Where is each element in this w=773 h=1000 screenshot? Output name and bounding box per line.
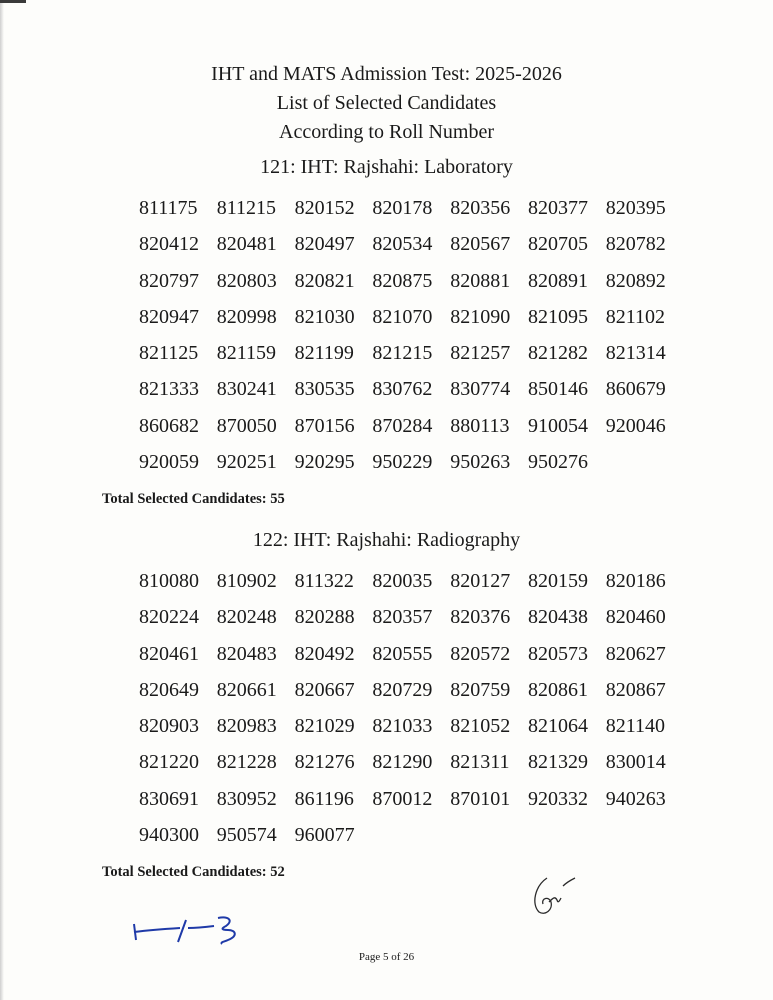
roll-number: 920295 xyxy=(294,451,355,474)
roll-number: 821215 xyxy=(372,342,433,365)
roll-number: 820782 xyxy=(605,233,666,256)
roll-number: 820035 xyxy=(372,570,433,592)
roll-number: 820667 xyxy=(294,678,355,701)
scan-edge-shadow xyxy=(0,0,4,1000)
roll-number: 820460 xyxy=(605,606,666,629)
roll-number: 821033 xyxy=(372,715,433,738)
roll-number: 821276 xyxy=(294,751,355,774)
roll-number: 920332 xyxy=(527,787,588,810)
header-sort-note: According to Roll Number xyxy=(279,121,494,143)
roll-number: 820729 xyxy=(372,678,433,701)
roll-number: 820481 xyxy=(216,233,277,256)
roll-number: 820759 xyxy=(450,678,511,701)
total-selected-radiography: Total Selected Candidates: 52 xyxy=(102,864,285,880)
roll-number: 821311 xyxy=(450,751,510,774)
roll-number: 920251 xyxy=(216,451,277,474)
roll-number: 821090 xyxy=(450,305,511,328)
roll-number: 821199 xyxy=(294,342,354,365)
roll-number: 820127 xyxy=(450,570,511,592)
header-subtitle: List of Selected Candidates xyxy=(276,92,497,114)
roll-number: 821102 xyxy=(605,305,666,328)
handwritten-signature xyxy=(130,912,250,948)
roll-number: 820412 xyxy=(139,233,199,256)
roll-number: 821052 xyxy=(450,715,511,738)
section-title-laboratory: 121: IHT: Rajshahi: Laboratory xyxy=(260,156,513,178)
roll-number: 820821 xyxy=(294,269,355,292)
roll-number: 820627 xyxy=(605,642,666,665)
roll-number: 950276 xyxy=(527,451,588,474)
roll-number: 920046 xyxy=(605,414,666,437)
roll-number: 830014 xyxy=(605,751,666,774)
roll-number: 860682 xyxy=(139,414,199,437)
roll-number: 830774 xyxy=(450,378,511,401)
header-title: IHT and MATS Admission Test: 2025-2026 xyxy=(211,63,562,85)
roll-number: 860679 xyxy=(605,378,666,401)
roll-number: 820998 xyxy=(216,305,277,328)
roll-number: 810080 xyxy=(139,570,199,592)
handwritten-initials xyxy=(525,872,585,918)
roll-number: 910054 xyxy=(527,414,588,437)
roll-number: 821030 xyxy=(294,305,355,328)
roll-number: 820705 xyxy=(527,233,588,256)
roll-number: 821029 xyxy=(294,715,355,738)
roll-number: 820152 xyxy=(294,197,355,219)
roll-number: 821257 xyxy=(450,342,511,365)
roll-number: 820572 xyxy=(450,642,511,665)
roll-number: 820376 xyxy=(450,606,511,629)
roll-number: 821095 xyxy=(527,305,588,328)
document-header xyxy=(0,60,773,147)
roll-number: 820288 xyxy=(294,606,355,629)
total-selected-laboratory: Total Selected Candidates: 55 xyxy=(102,491,285,507)
roll-number: 820492 xyxy=(294,642,355,665)
roll-number: 820903 xyxy=(139,715,199,738)
roll-number: 960077 xyxy=(294,824,355,847)
roll-number: 821220 xyxy=(139,751,199,774)
roll-number: 820947 xyxy=(139,305,199,328)
roll-number: 861196 xyxy=(294,787,354,810)
roll-number: 950263 xyxy=(450,451,511,474)
roll-number: 820497 xyxy=(294,233,355,256)
roll-number: 821290 xyxy=(372,751,433,774)
roll-number: 821314 xyxy=(605,342,666,365)
roll-number: 820891 xyxy=(527,269,588,292)
roll-number: 820797 xyxy=(139,269,199,292)
roll-number: 820881 xyxy=(450,269,511,292)
roll-number: 820377 xyxy=(527,197,588,219)
roll-number: 820803 xyxy=(216,269,277,292)
roll-number: 811322 xyxy=(294,570,354,592)
roll-number: 820357 xyxy=(372,606,433,629)
roll-number: 811215 xyxy=(216,197,277,219)
section-title-radiography: 122: IHT: Rajshahi: Radiography xyxy=(252,529,521,551)
roll-number: 820248 xyxy=(216,606,277,629)
roll-number: 940263 xyxy=(605,787,666,810)
roll-number: 950229 xyxy=(372,451,433,474)
roll-list-laboratory xyxy=(139,196,699,486)
roll-number: 821329 xyxy=(527,751,588,774)
roll-number: 820461 xyxy=(139,642,199,665)
roll-number: 820867 xyxy=(605,678,666,701)
roll-number: 820983 xyxy=(216,715,277,738)
roll-number: 821064 xyxy=(527,715,588,738)
roll-number: 820186 xyxy=(605,570,666,592)
roll-number: 820356 xyxy=(450,197,511,219)
roll-number: 830762 xyxy=(372,378,433,401)
roll-number: 820573 xyxy=(527,642,588,665)
roll-number: 870012 xyxy=(372,787,433,810)
roll-number: 820224 xyxy=(139,606,199,629)
roll-number: 940300 xyxy=(139,824,199,847)
roll-number: 870050 xyxy=(216,414,277,437)
roll-number: 820483 xyxy=(216,642,277,665)
roll-number: 870101 xyxy=(450,787,511,810)
roll-number: 820861 xyxy=(527,678,588,701)
roll-number: 950574 xyxy=(216,824,277,847)
roll-number: 830952 xyxy=(216,787,277,810)
roll-number: 820649 xyxy=(139,678,199,701)
roll-number: 830535 xyxy=(294,378,355,401)
roll-number: 820567 xyxy=(450,233,511,256)
roll-number: 880113 xyxy=(450,414,510,437)
roll-number: 820438 xyxy=(527,606,588,629)
roll-number: 820178 xyxy=(372,197,433,219)
roll-number: 821159 xyxy=(216,342,277,365)
roll-number: 820555 xyxy=(372,642,433,665)
roll-number: 870156 xyxy=(294,414,355,437)
roll-number: 821282 xyxy=(527,342,588,365)
roll-number: 820875 xyxy=(372,269,433,292)
roll-number: 821333 xyxy=(139,378,199,401)
roll-number: 810902 xyxy=(216,570,277,592)
roll-number: 821070 xyxy=(372,305,433,328)
roll-number: 820159 xyxy=(527,570,588,592)
scan-corner-mark xyxy=(0,0,26,3)
roll-list-radiography xyxy=(139,569,699,859)
roll-number: 830691 xyxy=(139,787,199,810)
roll-number: 821125 xyxy=(139,342,199,365)
roll-number: 820661 xyxy=(216,678,277,701)
roll-number: 920059 xyxy=(139,451,199,474)
roll-number: 850146 xyxy=(527,378,588,401)
roll-number: 820892 xyxy=(605,269,666,292)
roll-number: 820534 xyxy=(372,233,433,256)
roll-number: 821140 xyxy=(605,715,666,738)
page-number: Page 5 of 26 xyxy=(358,951,415,963)
roll-number: 821228 xyxy=(216,751,277,774)
roll-number: 820395 xyxy=(605,197,666,219)
roll-number: 811175 xyxy=(139,197,198,219)
roll-number: 830241 xyxy=(216,378,277,401)
roll-number: 870284 xyxy=(372,414,433,437)
